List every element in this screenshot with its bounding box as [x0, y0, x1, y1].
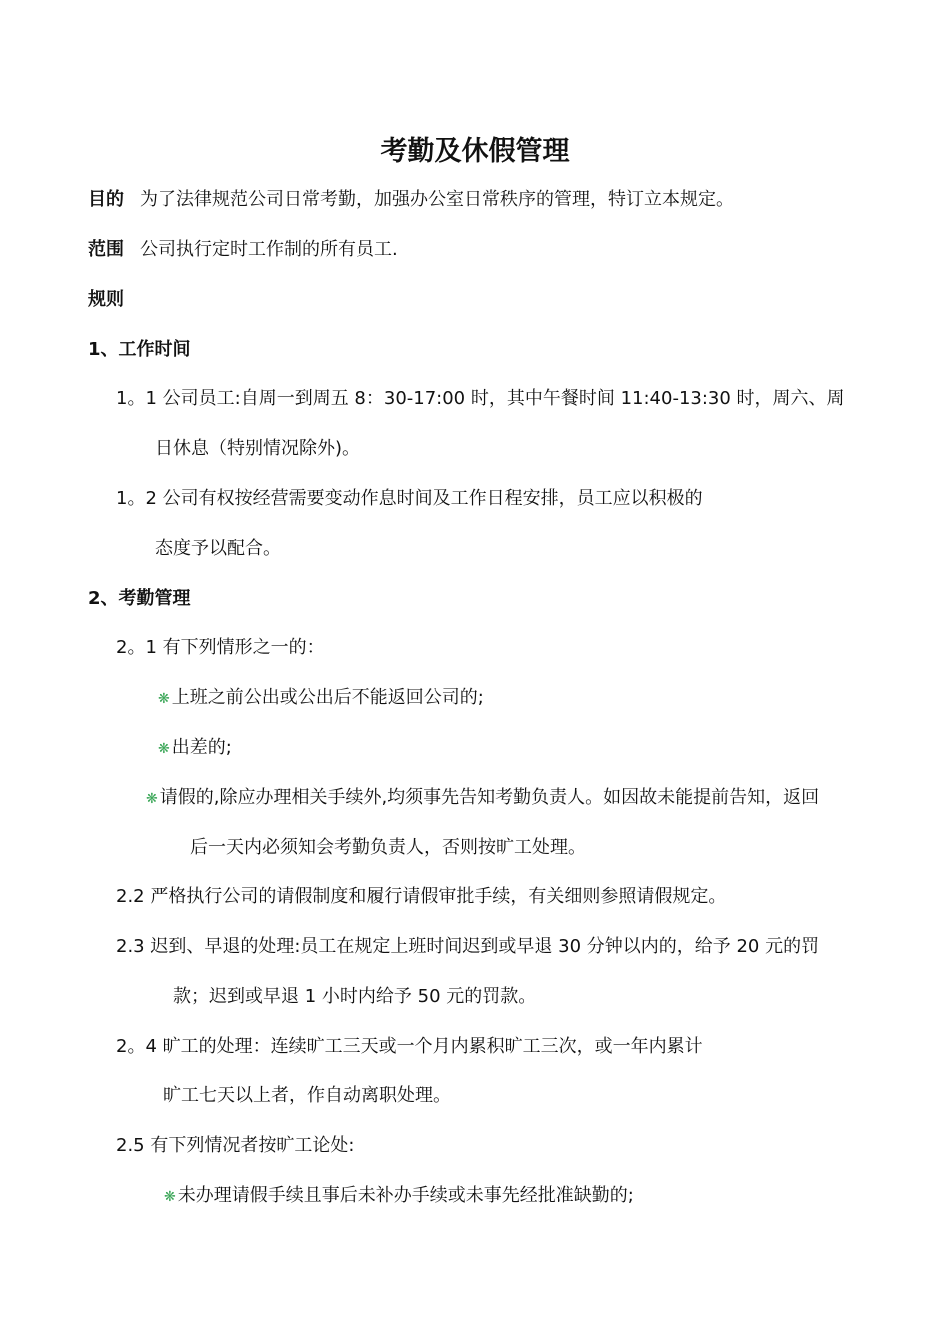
bullet-item [158, 735, 232, 762]
bullet-icon: ❋ [158, 691, 170, 707]
scope-text: 公司执行定时工作制的所有员工. [140, 239, 398, 260]
rules-heading: 规则 [88, 289, 124, 310]
item-1-2-line2: 态度予以配合。 [155, 538, 281, 559]
item-2-4-line2: 旷工七天以上者，作自动离职处理。 [163, 1085, 451, 1106]
bullet-item [146, 785, 819, 812]
purpose-text: 为了法律规范公司日常考勤，加强办公室日常秩序的管理，特订立本规定。 [140, 189, 734, 210]
purpose-label: 目的 [88, 189, 124, 210]
scope-line [88, 237, 398, 263]
item-1-2-line1: 1。2 公司有权按经营需要变动作息时间及工作日程安排，员工应以积极的 [116, 488, 703, 509]
item-2-1: 2。1 有下列情形之一的： [116, 637, 325, 658]
section-1-heading: 1、工作时间 [88, 339, 191, 360]
bullet-continuation: 后一天内必须知会考勤负责人，否则按旷工处理。 [190, 837, 586, 858]
item-2-2: 2.2 严格执行公司的请假制度和履行请假审批手续，有关细则参照请假规定。 [116, 886, 727, 907]
bullet-icon: ❋ [146, 791, 158, 807]
page-title: 考勤及休假管理 [380, 136, 570, 167]
bullet-item [158, 685, 484, 712]
scope-label: 范围 [88, 239, 124, 260]
bullet-item [164, 1183, 634, 1210]
item-2-4-line1: 2。4 旷工的处理：连续旷工三天或一个月内累积旷工三次，或一年内累计 [116, 1036, 703, 1057]
bullet-text: 上班之前公出或公出后不能返回公司的; [171, 687, 484, 708]
bullet-text: 未办理请假手续且事后未补办手续或未事先经批准缺勤的; [177, 1185, 634, 1206]
purpose-line [88, 187, 734, 213]
item-2-3-line2: 款；迟到或早退 1 小时内给予 50 元的罚款。 [173, 986, 537, 1007]
bullet-icon: ❋ [158, 741, 170, 757]
bullet-icon: ❋ [164, 1189, 176, 1205]
section-2-heading: 2、考勤管理 [88, 588, 191, 609]
item-1-1-line1: 1。1 公司员工:自周一到周五 8：30-17:00 时，其中午餐时间 11:40-13:30 时，周六、周 [116, 388, 845, 409]
bullet-text: 出差的; [171, 737, 232, 758]
bullet-text: 请假的,除应办理相关手续外,均须事先告知考勤负责人。如因故未能提前告知，返回 [159, 787, 820, 808]
item-2-5: 2.5 有下列情况者按旷工论处: [116, 1135, 355, 1156]
item-2-3-line1: 2.3 迟到、早退的处理:员工在规定上班时间迟到或早退 30 分钟以内的，给予 20 元的罚 [116, 936, 820, 957]
item-1-1-line2: 日休息（特别情况除外)。 [155, 438, 361, 459]
